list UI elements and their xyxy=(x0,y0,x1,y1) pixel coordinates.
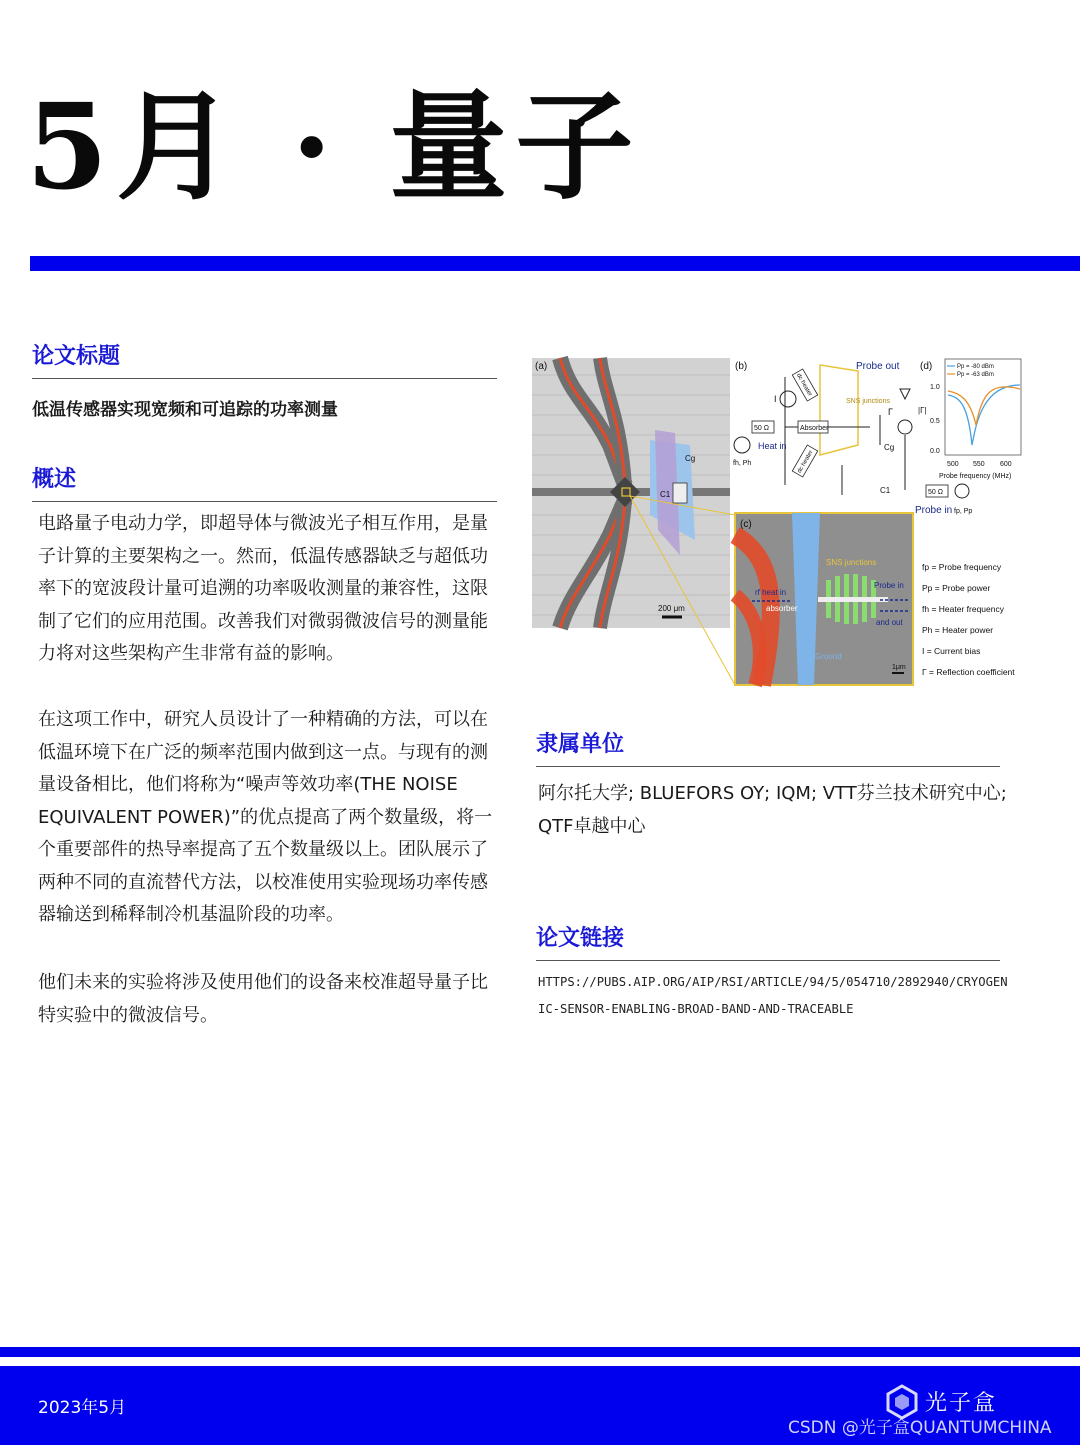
panel-c-scale: 1μm xyxy=(892,664,906,671)
panel-b-probe-source: fp, Pp xyxy=(954,508,973,515)
affiliation-text: 阿尔托大学; BLUEFORS OY; IQM; VTT芬兰技术研究中心; QTF卓越中心 xyxy=(538,783,1007,837)
panel-c-absorber: absorber xyxy=(766,604,798,613)
panel-b-cap-1: C1 xyxy=(880,486,891,495)
page-title: 5月 · 量子 xyxy=(26,77,642,216)
figure-panel-a xyxy=(532,358,730,628)
paper-title-heading: 论文标题 xyxy=(32,343,497,379)
panel-b-resistor-right: 50 Ω xyxy=(928,489,943,496)
csdn-watermark: CSDN @光子盒QUANTUMCHINA xyxy=(788,1418,1052,1438)
panel-b-resistor-left: 50 Ω xyxy=(754,425,769,432)
panel-b-cap-g: Cg xyxy=(884,443,895,452)
footer-date: 2023年5月 xyxy=(38,1398,127,1418)
panel-b-dc-heater-2: dc heater xyxy=(796,449,815,475)
panel-d-label: (d) xyxy=(920,361,933,372)
panel-c-ground: Ground xyxy=(815,652,842,661)
panel-d-ytick-2: 0.5 xyxy=(930,418,940,425)
panel-d-xtick-1: 500 xyxy=(947,461,959,468)
panel-d-ylabel: |Γ| xyxy=(918,406,927,415)
panel-c-rf-heat: rf heat in xyxy=(755,588,787,597)
legend-item-1: fp = Probe frequency xyxy=(922,562,1002,572)
panel-c-and-out: and out xyxy=(876,618,903,627)
panel-d-legend-2: Pp = -63 dBm xyxy=(957,372,994,378)
legend-item-3: fh = Heater frequency xyxy=(922,604,1004,614)
summary-paragraph-1: 电路量子电动力学，即超导体与微波光子相互作用，是量子计算的主要架构之一。然而，低温传感器缺乏与超低功率下的宽波段计量可追溯的功率吸收测量的兼容性，这限制了它们的应用范围。改善我们对微弱微波信号的测量能力将对这些架构产生非常有益的影响。 xyxy=(38,513,488,664)
figure-panel-c xyxy=(735,513,913,685)
panel-b-bias: I xyxy=(774,394,777,404)
panel-a-scale: 200 μm xyxy=(658,604,685,613)
legend-item-5: I = Current bias xyxy=(922,646,981,656)
panel-a-cap1: C1 xyxy=(660,490,671,499)
summary-paragraph-3: 他们未来的实验将涉及使用他们的设备来校准超导量子比特实验中的微波信号。 xyxy=(38,972,488,1026)
panel-b-absorber: Absorber xyxy=(800,425,829,432)
panel-d-ytick-1: 1.0 xyxy=(930,384,940,391)
panel-b-sns: SNS junctions xyxy=(846,398,890,405)
affiliation-heading: 隶属单位 xyxy=(536,731,1000,767)
panel-d-xtick-3: 600 xyxy=(1000,461,1012,468)
panel-b-heater-source: fh, Ph xyxy=(733,460,752,467)
panel-d-legend-1: Pp = -80 dBm xyxy=(957,364,994,370)
panel-d-ytick-3: 0.0 xyxy=(930,448,940,455)
figure-panel-d xyxy=(918,359,1021,480)
panel-b-dc-heater: dc heater xyxy=(795,372,813,398)
panel-d-xlabel: Probe frequency (MHz) xyxy=(939,473,1012,480)
footer-divider-bar xyxy=(0,1347,1080,1357)
panel-a-capg: Cg xyxy=(685,454,696,463)
panel-d-xtick-2: 550 xyxy=(973,461,985,468)
panel-b-heat-in: Heat in xyxy=(758,441,787,451)
paper-link-heading: 论文链接 xyxy=(536,925,1000,961)
panel-b-gamma: Γ xyxy=(888,407,893,417)
panel-c-sns: SNS junctions xyxy=(826,558,877,567)
panel-b-probe-in: Probe in xyxy=(915,505,953,516)
summary-paragraph-2: 在这项工作中，研究人员设计了一种精确的方法，可以在低温环境下在广泛的频率范围内做到这一点。与现有的测量设备相比，他们将称为“噪声等效功率(THE NOISE EQUIVALENT POWER)”的优点提高了两个数量级，将一个重要部件的热导率提高了五个数量级以上。团队展示了两种不同的直流替代方法，以校准使用实验现场功率传感器输送到稀释制冷机基温阶段的功率。 xyxy=(38,709,493,925)
summary-heading: 概述 xyxy=(32,466,497,502)
header-divider-bar xyxy=(30,256,1080,271)
legend-item-6: Γ = Reflection coefficient xyxy=(922,667,1015,677)
paper-title-text: 低温传感器实现宽频和可追踪的功率测量 xyxy=(32,400,338,420)
figure-legend xyxy=(922,562,1015,677)
footer-logo-text: 光子盒 xyxy=(925,1391,998,1416)
panel-a-label: (a) xyxy=(535,361,548,372)
legend-item-2: Pp = Probe power xyxy=(922,583,991,593)
panel-c-label: (c) xyxy=(740,519,752,530)
paper-figure xyxy=(530,355,1025,690)
legend-item-4: Ph = Heater power xyxy=(922,625,994,635)
paper-link-url[interactable]: HTTPS://PUBS.AIP.ORG/AIP/RSI/ARTICLE/94/5/054710/2892940/CRYOGENIC-SENSOR-ENABLING-BROAD-BAND-AND-TRACEABLE xyxy=(538,975,1008,1016)
panel-c-probe-in: Probe in xyxy=(874,581,904,590)
panel-b-probe-out: Probe out xyxy=(856,361,900,372)
panel-b-label: (b) xyxy=(735,361,748,372)
